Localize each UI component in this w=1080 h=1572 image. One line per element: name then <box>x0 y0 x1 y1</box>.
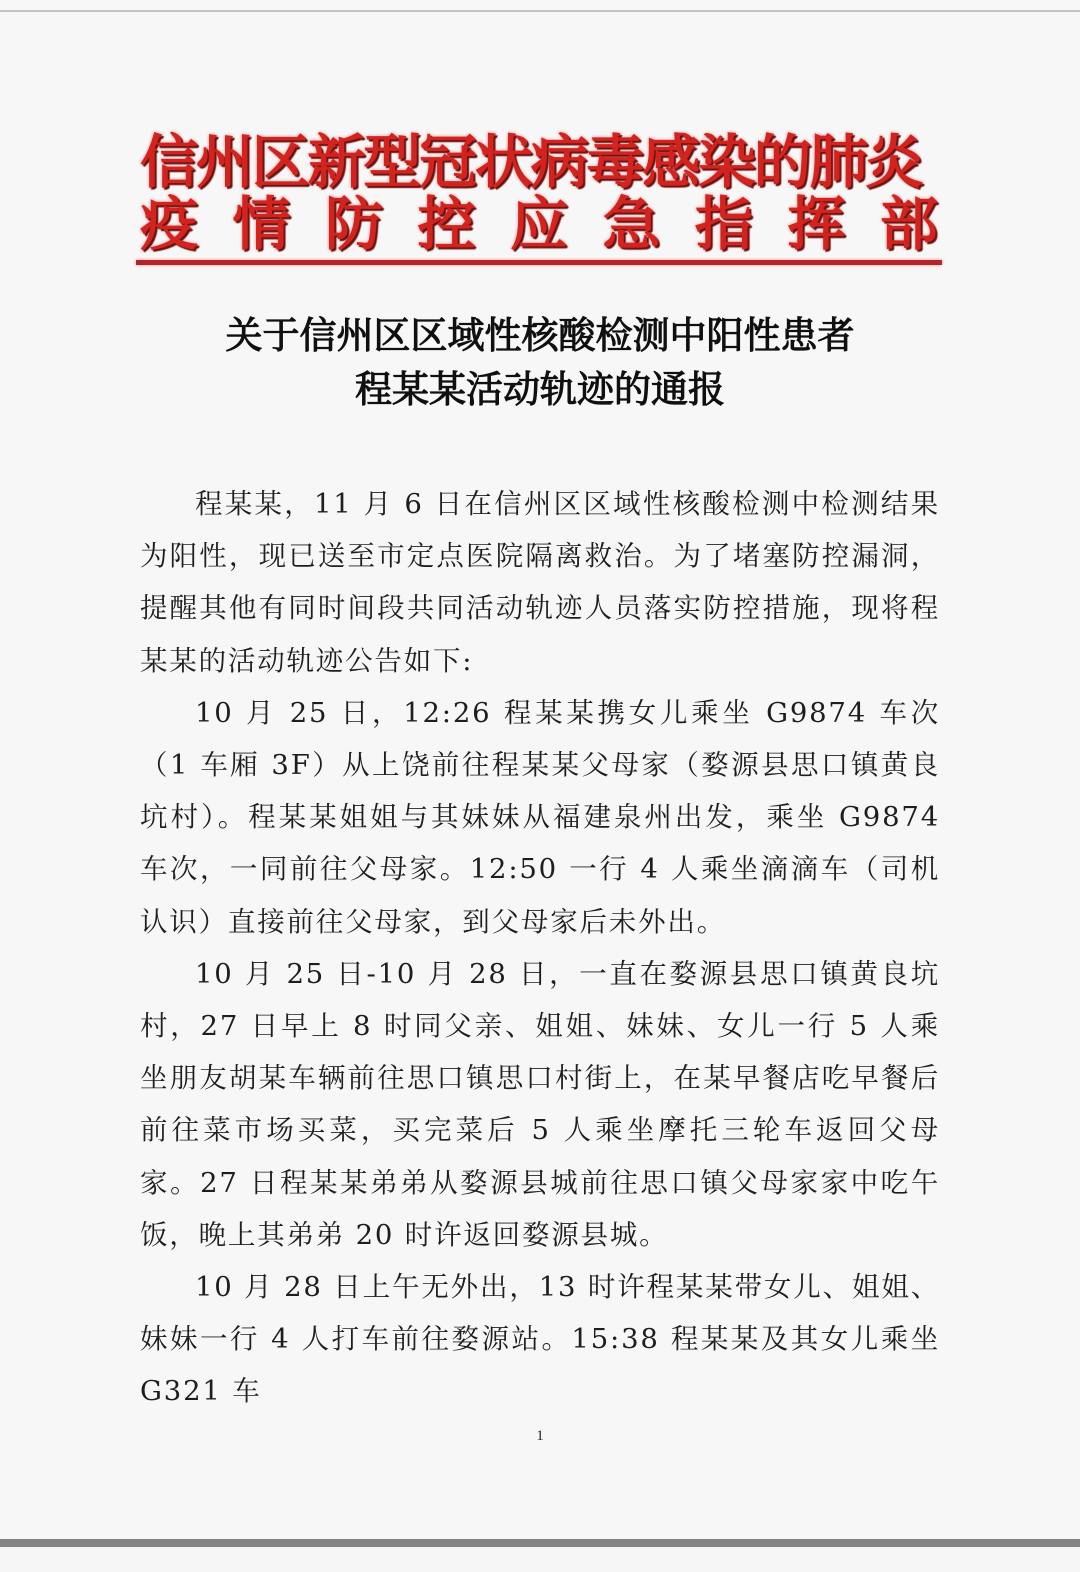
notice-body <box>140 478 940 1418</box>
issuer-char: 指 <box>694 190 753 258</box>
paragraph-oct25-28: 10 月 25 日-10 月 28 日，一直在婺源县思口镇黄良坑村，27 日早上 8 时同父亲、姐姐、妹妹、女儿一行 5 人乘坐朋友胡某车辆前往思口镇思口村街上，在某早餐店吃早餐后前往菜市场买菜，买完菜后 5 人乘坐摩托三轮车返回父母家。27 日程某某弟弟从婺源县城前往思口镇父母家家中吃午饭，晚上其弟弟 20 时许返回婺源县城。 <box>140 957 940 1251</box>
issuer-char: 控 <box>417 190 476 258</box>
notice-title-line1: 关于信州区区域性核酸检测中阳性患者 <box>225 313 855 357</box>
issuer-header <box>136 128 942 258</box>
paragraph-oct28: 10 月 28 日上午无外出，13 时许程某某带女儿、姐姐、妹妹一行 4 人打车前往婺源站。15:38 程某某及其女儿乘坐 G321 车 <box>140 1271 940 1408</box>
bottom-margin <box>0 1547 1080 1572</box>
issuer-char: 疫 <box>140 190 199 258</box>
paragraph-intro: 程某某，11 月 6 日在信州区区域性核酸检测中检测结果为阳性，现已送至市定点医院隔离救治。为了堵塞防控漏洞，提醒其他有同时间段共同活动轨迹人员落实防控措施，现将程某某的活动轨迹公告如下: <box>140 488 940 677</box>
bottom-border-bar <box>0 1539 1080 1547</box>
notice-title <box>140 308 940 416</box>
page-number: 1 <box>536 1428 544 1444</box>
notice-title-line2: 程某某活动轨迹的通报 <box>355 367 725 411</box>
issuer-char: 挥 <box>787 190 846 258</box>
top-border-line <box>0 10 1080 12</box>
issuer-char: 部 <box>879 190 938 258</box>
red-divider-line <box>136 260 942 265</box>
paragraph-oct25: 10 月 25 日，12:26 程某某携女儿乘坐 G9874 车次（1 车厢 3F）从上饶前往程某某父母家（婺源县思口镇黄良坑村）。程某某姐姐与其妹妹从福建泉州出发，乘坐 G9874 车次，一同前往父母家。12:50 一行 4 人乘坐滴滴车（司机认识）直接前往父母家，到父母家后未外出。 <box>140 696 940 938</box>
issuer-char: 防 <box>324 190 383 258</box>
issuer-name-line2 <box>136 190 942 258</box>
issuer-char: 应 <box>509 190 568 258</box>
issuer-name-line1: 信州区新型冠状病毒感染的肺炎 <box>140 128 922 196</box>
issuer-char: 情 <box>232 190 291 258</box>
issuer-char: 急 <box>602 190 661 258</box>
